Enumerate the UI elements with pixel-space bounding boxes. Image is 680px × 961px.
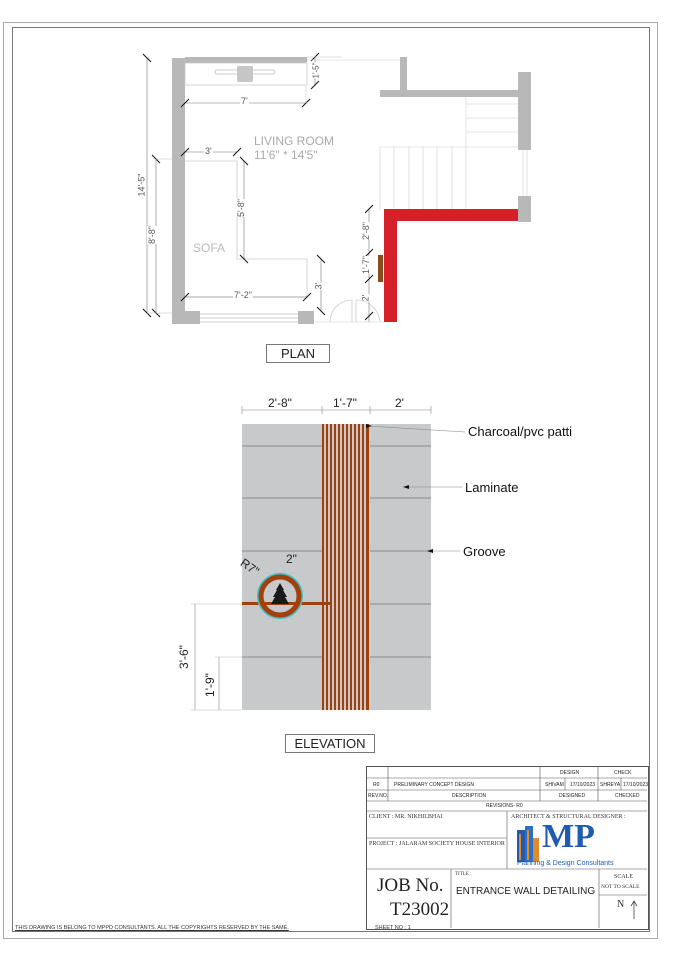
dim-sofa-base-width: 7'-2"	[234, 290, 252, 300]
sofa-label: SOFA	[193, 241, 226, 255]
rev-checker: SHREYA	[600, 782, 621, 788]
client-field: CLIENT : MR. NIKHILBHAI	[369, 814, 443, 820]
dim-wall-bottom: 2'	[360, 294, 371, 302]
dim-circle-radius: R7"	[237, 555, 262, 579]
dim-sofa-side-height: 8'-8"	[146, 226, 157, 244]
dim-right-panel: 2'	[395, 396, 404, 410]
revisions-label: REVISIONS- R0	[486, 803, 523, 809]
rev-description: PRELIMINARY CONCEPT DESIGN	[394, 782, 475, 788]
room-name: LIVING ROOM	[254, 134, 335, 148]
logo-mp: MP	[542, 818, 595, 855]
annotation-groove: Groove	[463, 544, 506, 559]
architect-label: ARCHITECT & STRUCTURAL DESIGNER :	[511, 814, 626, 820]
scale-label: SCALE	[614, 874, 634, 880]
dim-groove-width: 2"	[286, 552, 297, 566]
scale-value: NOT TO SCALE	[601, 884, 640, 890]
dim-sofa-arm-width: 3'	[205, 146, 212, 156]
col-checked: CHECKED	[615, 793, 640, 799]
dim-tv-depth: 1'-5"	[311, 62, 321, 79]
rev-designer: SHIVAM	[545, 782, 564, 788]
rev-check-date: 17/10/2023	[623, 782, 649, 788]
dim-door-gap: 3'	[313, 282, 324, 290]
sheet-number: SHEET NO : 1	[375, 925, 411, 931]
annotation-laminate: Laminate	[465, 480, 519, 495]
elevation-caption: ELEVATION	[285, 734, 375, 753]
annotation-charcoal-patti: Charcoal/pvc patti	[468, 424, 573, 439]
copyright-notice: THIS DRAWING IS BELONG TO MPPD CONSULTANTS. ALL THE COPYRIGHTS RESERVED BY THE SAME.	[15, 925, 289, 931]
job-label: JOB No.	[377, 875, 444, 896]
logo-tagline: Planning & Design Consultants	[517, 860, 614, 867]
dim-center-strip: 1'-7"	[333, 396, 357, 410]
rev-number: R0	[373, 782, 380, 788]
plan-caption: PLAN	[266, 344, 330, 363]
dim-sofa-arm-length: 5'-8"	[235, 199, 246, 217]
job-number: T23002	[390, 899, 450, 920]
north-arrow-icon	[630, 900, 638, 920]
room-size: 11'6" * 14'5"	[254, 148, 318, 162]
dim-left-panel: 2'-8"	[268, 396, 292, 410]
dim-overall-height: 14'-5"	[136, 173, 147, 197]
dim-height-upper: 3'-6"	[176, 645, 191, 669]
drawing-title: ENTRANCE WALL DETAILING	[456, 886, 596, 897]
col-rev-no: REV.NO.	[368, 793, 389, 799]
col-designed: DESIGNED	[559, 793, 586, 799]
col-description: DESCRIPTION	[452, 793, 487, 799]
dim-height-lower: 1'-9"	[202, 673, 217, 697]
title-label: TITLE :	[455, 872, 472, 877]
rev-design-date: 17/10/2023	[570, 782, 596, 788]
dim-tv-width: 7'	[241, 96, 248, 106]
project-field: PROJECT : JALARAM SOCIETY HOUSE INTERIOR	[369, 841, 505, 847]
dim-wall-top: 2'-8"	[360, 222, 371, 240]
north-label: N	[617, 899, 625, 910]
dim-wall-mid: 1'-7"	[360, 256, 371, 274]
header-design: DESIGN	[560, 770, 580, 776]
header-check: CHECK	[614, 770, 632, 776]
